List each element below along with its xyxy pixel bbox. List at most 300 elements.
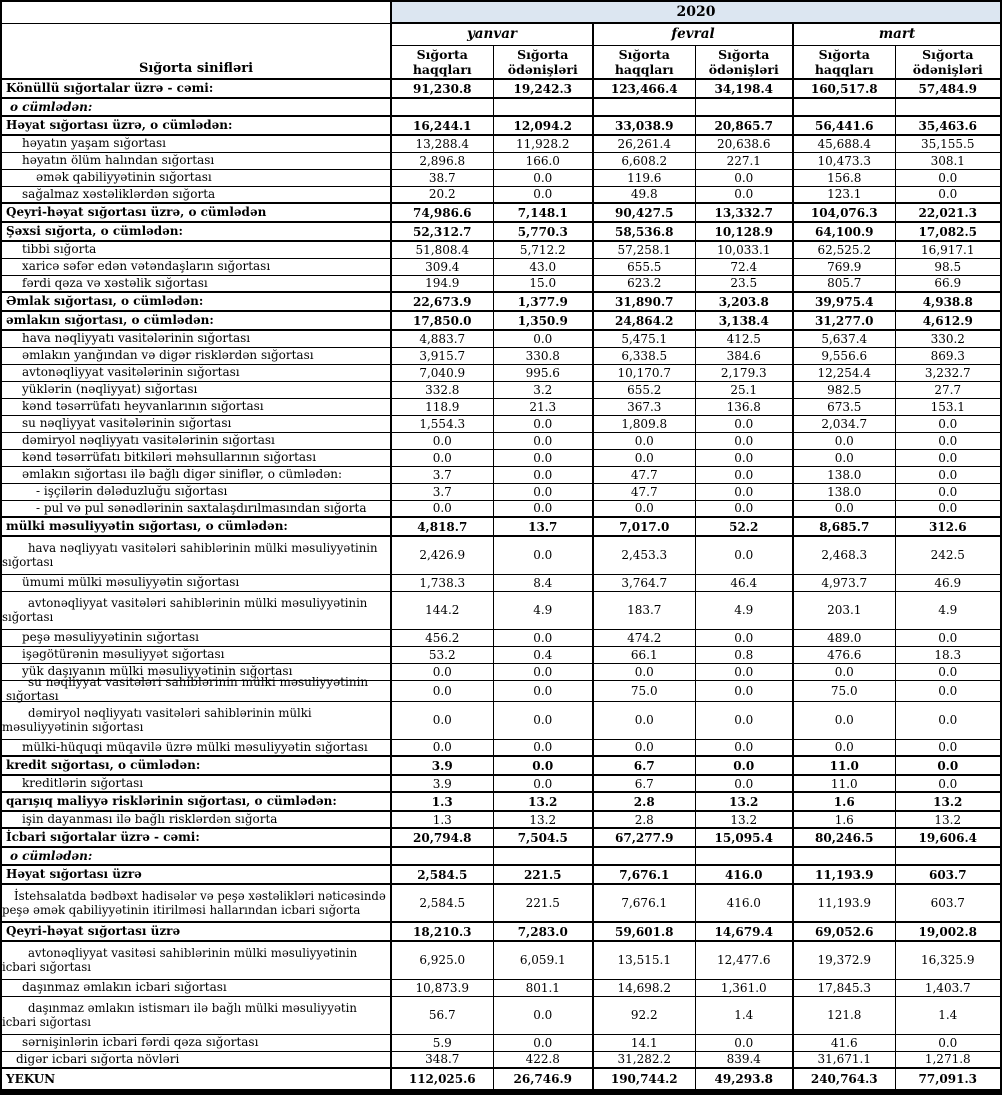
value-cell: 2,584.5: [391, 884, 493, 922]
value-cell: 46.4: [695, 574, 793, 591]
value-cell: 412.5: [695, 330, 793, 347]
value-cell: 112,025.6: [391, 1068, 493, 1092]
value-cell: 995.6: [493, 364, 593, 381]
value-cell: 80,246.5: [793, 828, 895, 847]
value-cell: [695, 847, 793, 865]
value-cell: 153.1: [895, 398, 1001, 415]
payments-header: Sığorta ödənişləri: [695, 45, 793, 79]
row-label: Könüllü sığortalar üzrə - cəmi:: [1, 79, 391, 98]
value-cell: 136.8: [695, 398, 793, 415]
value-cell: 49.8: [593, 186, 695, 203]
value-cell: 0.0: [695, 415, 793, 432]
value-cell: 13.2: [895, 792, 1001, 811]
row-label: dəmiryol nəqliyyatı vasitələri sahiblərinin mülki məsuliyyətinin sığortası: [1, 701, 391, 739]
row-label: daşınmaz əmlakın istismarı ilə bağlı mülki məsuliyyətin icbari sığortası: [1, 996, 391, 1034]
value-cell: 5,770.3: [493, 222, 593, 241]
value-cell: 26,746.9: [493, 1068, 593, 1092]
table-row: [1, 739, 1001, 756]
value-cell: 476.6: [793, 646, 895, 663]
value-cell: 19,372.9: [793, 941, 895, 979]
value-cell: 77,091.3: [895, 1068, 1001, 1092]
value-cell: 0.0: [793, 432, 895, 449]
value-cell: 0.0: [895, 415, 1001, 432]
value-cell: 422.8: [493, 1051, 593, 1068]
value-cell: 1,738.3: [391, 574, 493, 591]
value-cell: 4,938.8: [895, 292, 1001, 311]
value-cell: 12,254.4: [793, 364, 895, 381]
value-cell: 0.0: [695, 739, 793, 756]
value-cell: 20,865.7: [695, 116, 793, 135]
value-cell: 2,453.3: [593, 536, 695, 574]
value-cell: 0.0: [895, 701, 1001, 739]
value-cell: 242.5: [895, 536, 1001, 574]
value-cell: 3,232.7: [895, 364, 1001, 381]
value-cell: 623.2: [593, 275, 695, 292]
value-cell: 190,744.2: [593, 1068, 695, 1092]
table-row: [1, 330, 1001, 347]
table-row: [1, 680, 1001, 701]
value-cell: 123.1: [793, 186, 895, 203]
value-cell: 4.9: [695, 591, 793, 629]
value-cell: 0.0: [493, 415, 593, 432]
value-cell: 801.1: [493, 979, 593, 996]
value-cell: 14.1: [593, 1034, 695, 1051]
value-cell: 2,896.8: [391, 152, 493, 169]
table-row: [1, 996, 1001, 1034]
value-cell: 0.0: [695, 663, 793, 680]
table-row: [1, 241, 1001, 258]
clipped-label-wrap: [2, 674, 388, 703]
value-cell: 31,282.2: [593, 1051, 695, 1068]
value-cell: 57,258.1: [593, 241, 695, 258]
value-cell: [593, 847, 695, 865]
value-cell: 1,403.7: [895, 979, 1001, 996]
value-cell: 0.0: [493, 701, 593, 739]
value-cell: 18.3: [895, 646, 1001, 663]
value-cell: 3.7: [391, 483, 493, 500]
value-cell: 14,679.4: [695, 922, 793, 941]
value-cell: 13.2: [895, 811, 1001, 828]
row-label: əmək qabiliyyətinin sığortası: [1, 169, 391, 186]
value-cell: 0.0: [493, 629, 593, 646]
value-cell: 35,155.5: [895, 135, 1001, 152]
value-cell: 0.0: [493, 775, 593, 792]
row-label: yüklərin (nəqliyyat) sığortası: [1, 381, 391, 398]
row-label: hava nəqliyyatı vasitələri sahiblərinin mülki məsuliyyətinin sığortası: [1, 536, 391, 574]
value-cell: 57,484.9: [895, 79, 1001, 98]
value-cell: 0.0: [391, 432, 493, 449]
table-row: [1, 466, 1001, 483]
table-row: [1, 432, 1001, 449]
value-cell: 35,463.6: [895, 116, 1001, 135]
value-cell: 4,973.7: [793, 574, 895, 591]
value-cell: 0.0: [593, 449, 695, 466]
value-cell: 4,818.7: [391, 517, 493, 536]
value-cell: 6.7: [593, 775, 695, 792]
value-cell: 2,584.5: [391, 865, 493, 884]
value-cell: 0.0: [493, 169, 593, 186]
value-cell: 308.1: [895, 152, 1001, 169]
value-cell: 0.0: [895, 1034, 1001, 1051]
row-label: mülki-hüquqi müqavilə üzrə mülki məsuliyyətin sığortası: [1, 739, 391, 756]
row-label: işəgötürənin məsuliyyət sığortası: [1, 646, 391, 663]
value-cell: 27.7: [895, 381, 1001, 398]
value-cell: 16,244.1: [391, 116, 493, 135]
value-cell: 0.0: [895, 756, 1001, 775]
value-cell: 14,698.2: [593, 979, 695, 996]
value-cell: 11,193.9: [793, 865, 895, 884]
table-row: [1, 792, 1001, 811]
value-cell: 5,712.2: [493, 241, 593, 258]
table-row: [1, 1051, 1001, 1068]
table-row: [1, 1034, 1001, 1051]
value-cell: 67,277.9: [593, 828, 695, 847]
value-cell: 23.5: [695, 275, 793, 292]
value-cell: 332.8: [391, 381, 493, 398]
value-cell: 138.0: [793, 483, 895, 500]
value-cell: 56.7: [391, 996, 493, 1034]
value-cell: [593, 98, 695, 116]
value-cell: 0.0: [593, 663, 695, 680]
value-cell: 49,293.8: [695, 1068, 793, 1092]
value-cell: 10,033.1: [695, 241, 793, 258]
value-cell: 2,179.3: [695, 364, 793, 381]
value-cell: 19,002.8: [895, 922, 1001, 941]
value-cell: 2,468.3: [793, 536, 895, 574]
value-cell: 17,845.3: [793, 979, 895, 996]
row-label: işin dayanması ilə bağlı risklərdən sığorta: [1, 811, 391, 828]
value-cell: 3.2: [493, 381, 593, 398]
row-label: daşınmaz əmlakın icbari sığortası: [1, 979, 391, 996]
value-cell: 769.9: [793, 258, 895, 275]
value-cell: 3,138.4: [695, 311, 793, 330]
value-cell: 0.0: [793, 663, 895, 680]
value-cell: 33,038.9: [593, 116, 695, 135]
table-row: [1, 775, 1001, 792]
row-label: sağalmaz xəstəliklərdən sığorta: [1, 186, 391, 203]
value-cell: 56,441.6: [793, 116, 895, 135]
table-row: [1, 756, 1001, 775]
value-cell: 0.0: [695, 1034, 793, 1051]
value-cell: 309.4: [391, 258, 493, 275]
value-cell: 13.2: [493, 792, 593, 811]
value-cell: 0.0: [793, 701, 895, 739]
value-cell: 66.9: [895, 275, 1001, 292]
value-cell: 0.0: [695, 449, 793, 466]
value-cell: 0.0: [493, 466, 593, 483]
value-cell: 839.4: [695, 1051, 793, 1068]
value-cell: 3,915.7: [391, 347, 493, 364]
value-cell: 0.0: [493, 680, 593, 701]
value-cell: 221.5: [493, 884, 593, 922]
value-cell: 20,638.6: [695, 135, 793, 152]
value-cell: 0.0: [695, 186, 793, 203]
month-header-march: mart: [793, 23, 1001, 45]
row-label: su nəqliyyat vasitələrinin sığortası: [1, 415, 391, 432]
row-label: hava nəqliyyatı vasitələrinin sığortası: [1, 330, 391, 347]
value-cell: 53.2: [391, 646, 493, 663]
value-cell: 456.2: [391, 629, 493, 646]
value-cell: 0.0: [793, 449, 895, 466]
value-cell: 16,325.9: [895, 941, 1001, 979]
row-label: avtonəqliyyat vasitələri sahiblərinin mülki məsuliyyətinin sığortası: [1, 591, 391, 629]
value-cell: 0.0: [695, 432, 793, 449]
value-cell: 0.0: [695, 169, 793, 186]
value-cell: 0.0: [695, 536, 793, 574]
value-cell: 13,332.7: [695, 203, 793, 222]
table-row: [1, 500, 1001, 517]
value-cell: 0.0: [793, 739, 895, 756]
value-cell: 10,170.7: [593, 364, 695, 381]
value-cell: 72.4: [695, 258, 793, 275]
row-label: qarışıq maliyyə risklərinin sığortası, o cümlədən:: [1, 792, 391, 811]
value-cell: 2,426.9: [391, 536, 493, 574]
value-cell: 0.0: [895, 466, 1001, 483]
value-cell: 66.1: [593, 646, 695, 663]
value-cell: 0.0: [695, 483, 793, 500]
value-cell: 1,271.8: [895, 1051, 1001, 1068]
value-cell: 118.9: [391, 398, 493, 415]
value-cell: 2.8: [593, 792, 695, 811]
classes-header: Sığorta sinifləri: [1, 23, 391, 79]
value-cell: 2,034.7: [793, 415, 895, 432]
table-row: [1, 701, 1001, 739]
value-cell: 982.5: [793, 381, 895, 398]
value-cell: 4.9: [895, 591, 1001, 629]
corner-cell: [1, 1, 391, 23]
table-row: [1, 398, 1001, 415]
table-row: [1, 311, 1001, 330]
table-row: [1, 629, 1001, 646]
value-cell: 31,671.1: [793, 1051, 895, 1068]
table-row: [1, 79, 1001, 98]
row-label: avtonəqliyyat vasitəsi sahiblərinin mülki məsuliyyətinin icbari sığortası: [1, 941, 391, 979]
value-cell: 367.3: [593, 398, 695, 415]
value-cell: 2.8: [593, 811, 695, 828]
value-cell: 13.2: [493, 811, 593, 828]
value-cell: 43.0: [493, 258, 593, 275]
value-cell: 21.3: [493, 398, 593, 415]
value-cell: 19,606.4: [895, 828, 1001, 847]
table-body: [1, 79, 1001, 1092]
value-cell: 31,890.7: [593, 292, 695, 311]
month-header-row: [1, 23, 1001, 45]
table-row: [1, 811, 1001, 828]
value-cell: 416.0: [695, 884, 793, 922]
row-label: İstehsalatda bədbəxt hadisələr və peşə xəstəlikləri nəticəsində peşə əmək qabiliyyətinin itirilməsi hallarından icbari sığorta: [1, 884, 391, 922]
value-cell: 3.9: [391, 756, 493, 775]
value-cell: 4,612.9: [895, 311, 1001, 330]
row-label: digər icbari sığorta növləri: [1, 1051, 391, 1068]
value-cell: 0.0: [895, 432, 1001, 449]
value-cell: 123,466.4: [593, 79, 695, 98]
value-cell: 655.5: [593, 258, 695, 275]
table-row: [1, 258, 1001, 275]
month-header-february: fevral: [593, 23, 793, 45]
value-cell: 312.6: [895, 517, 1001, 536]
value-cell: 26,261.4: [593, 135, 695, 152]
value-cell: 13,515.1: [593, 941, 695, 979]
value-cell: 47.7: [593, 466, 695, 483]
value-cell: 6,059.1: [493, 941, 593, 979]
table-row: [1, 415, 1001, 432]
value-cell: 3.9: [391, 775, 493, 792]
value-cell: 15.0: [493, 275, 593, 292]
table-row: [1, 292, 1001, 311]
row-label: dəmiryol nəqliyyatı vasitələrinin sığortası: [1, 432, 391, 449]
value-cell: 1,554.3: [391, 415, 493, 432]
value-cell: 45,688.4: [793, 135, 895, 152]
value-cell: 1.6: [793, 811, 895, 828]
value-cell: 0.4: [493, 646, 593, 663]
value-cell: 75.0: [793, 680, 895, 701]
row-label: Şəxsi sığorta, o cümlədən:: [1, 222, 391, 241]
value-cell: 69,052.6: [793, 922, 895, 941]
value-cell: 11,928.2: [493, 135, 593, 152]
value-cell: 6,925.0: [391, 941, 493, 979]
table-row: [1, 222, 1001, 241]
value-cell: 104,076.3: [793, 203, 895, 222]
value-cell: 348.7: [391, 1051, 493, 1068]
value-cell: 11.0: [793, 775, 895, 792]
value-cell: 0.0: [493, 483, 593, 500]
value-cell: 0.0: [391, 739, 493, 756]
value-cell: 16,917.1: [895, 241, 1001, 258]
value-cell: [895, 98, 1001, 116]
value-cell: 24,864.2: [593, 311, 695, 330]
table-row: [1, 364, 1001, 381]
value-cell: 0.0: [895, 483, 1001, 500]
value-cell: 0.0: [895, 680, 1001, 701]
value-cell: 240,764.3: [793, 1068, 895, 1092]
row-label: Həyat sığortası üzrə, o cümlədən:: [1, 116, 391, 135]
table-row: [1, 381, 1001, 398]
row-label: o cümlədən:: [1, 98, 391, 116]
value-cell: 194.9: [391, 275, 493, 292]
table-row: [1, 347, 1001, 364]
value-cell: 0.0: [493, 756, 593, 775]
row-label: yük daşıyanın mülki məsuliyyətinin sığortası: [1, 663, 391, 680]
table-row: [1, 203, 1001, 222]
value-cell: 8,685.7: [793, 517, 895, 536]
value-cell: 62,525.2: [793, 241, 895, 258]
value-cell: 121.8: [793, 996, 895, 1034]
value-cell: 0.0: [695, 466, 793, 483]
value-cell: 0.0: [493, 186, 593, 203]
row-label: əmlakın sığortası ilə bağlı digər siniflər, o cümlədən:: [1, 466, 391, 483]
table-row: [1, 186, 1001, 203]
value-cell: [793, 98, 895, 116]
table-row: [1, 135, 1001, 152]
value-cell: 52,312.7: [391, 222, 493, 241]
row-label: xaricə səfər edən vətəndaşların sığortası: [1, 258, 391, 275]
table-row: [1, 517, 1001, 536]
value-cell: 1.4: [895, 996, 1001, 1034]
value-cell: 221.5: [493, 865, 593, 884]
value-cell: 31,277.0: [793, 311, 895, 330]
table-row: [1, 536, 1001, 574]
table-row: [1, 941, 1001, 979]
row-label: Qeyri-həyat sığortası üzrə, o cümlədən: [1, 203, 391, 222]
value-cell: 9,556.6: [793, 347, 895, 364]
value-cell: 0.0: [493, 330, 593, 347]
value-cell: 7,017.0: [593, 517, 695, 536]
value-cell: 7,283.0: [493, 922, 593, 941]
premiums-header: Sığorta haqqları: [793, 45, 895, 79]
value-cell: 5,475.1: [593, 330, 695, 347]
row-label: Əmlak sığortası, o cümlədən:: [1, 292, 391, 311]
value-cell: 7,676.1: [593, 884, 695, 922]
value-cell: 0.0: [695, 680, 793, 701]
value-cell: 34,198.4: [695, 79, 793, 98]
value-cell: 4,883.7: [391, 330, 493, 347]
value-cell: 13.7: [493, 517, 593, 536]
value-cell: [391, 847, 493, 865]
table-row: [1, 979, 1001, 996]
payments-header: Sığorta ödənişləri: [493, 45, 593, 79]
row-label: kreditlərin sığortası: [1, 775, 391, 792]
row-label-clipped-line: su nəqliyyat vasitələri sahiblərinin mülki məsuliyyətinin: [28, 674, 369, 689]
value-cell: 0.8: [695, 646, 793, 663]
table-row: [1, 591, 1001, 629]
value-cell: 0.0: [895, 500, 1001, 517]
value-cell: 0.0: [391, 701, 493, 739]
value-cell: 0.0: [391, 500, 493, 517]
payments-header: Sığorta ödənişləri: [895, 45, 1001, 79]
value-cell: 0.0: [695, 629, 793, 646]
value-cell: 52.2: [695, 517, 793, 536]
value-cell: 0.0: [391, 663, 493, 680]
value-cell: 384.6: [695, 347, 793, 364]
row-label: əmlakın yanğından və digər risklərdən sığortası: [1, 347, 391, 364]
value-cell: 39,975.4: [793, 292, 895, 311]
value-cell: 98.5: [895, 258, 1001, 275]
table-row: [1, 1068, 1001, 1092]
value-cell: 1.3: [391, 811, 493, 828]
value-cell: [493, 98, 593, 116]
row-label-visible-line: sığortası: [6, 688, 59, 703]
value-cell: 0.0: [593, 500, 695, 517]
value-cell: 0.0: [895, 739, 1001, 756]
value-cell: 4.9: [493, 591, 593, 629]
row-label: Həyat sığortası üzrə: [1, 865, 391, 884]
value-cell: 0.0: [493, 536, 593, 574]
value-cell: 1,361.0: [695, 979, 793, 996]
value-cell: 20.2: [391, 186, 493, 203]
value-cell: 22,673.9: [391, 292, 493, 311]
value-cell: 156.8: [793, 169, 895, 186]
value-cell: 416.0: [695, 865, 793, 884]
row-label: o cümlədən:: [1, 847, 391, 865]
value-cell: 74,986.6: [391, 203, 493, 222]
month-header-january: yanvar: [391, 23, 593, 45]
row-label: həyatın ölüm halından sığortası: [1, 152, 391, 169]
value-cell: 0.0: [695, 775, 793, 792]
value-cell: 0.0: [493, 432, 593, 449]
value-cell: 138.0: [793, 466, 895, 483]
row-label: fərdi qəza və xəstəlik sığortası: [1, 275, 391, 292]
value-cell: 160,517.8: [793, 79, 895, 98]
table-row: [1, 98, 1001, 116]
value-cell: 0.0: [895, 169, 1001, 186]
row-label: həyatın yaşam sığortası: [1, 135, 391, 152]
value-cell: 1,350.9: [493, 311, 593, 330]
value-cell: 0.0: [493, 996, 593, 1034]
value-cell: 41.6: [793, 1034, 895, 1051]
value-cell: 47.7: [593, 483, 695, 500]
value-cell: 144.2: [391, 591, 493, 629]
value-cell: 655.2: [593, 381, 695, 398]
